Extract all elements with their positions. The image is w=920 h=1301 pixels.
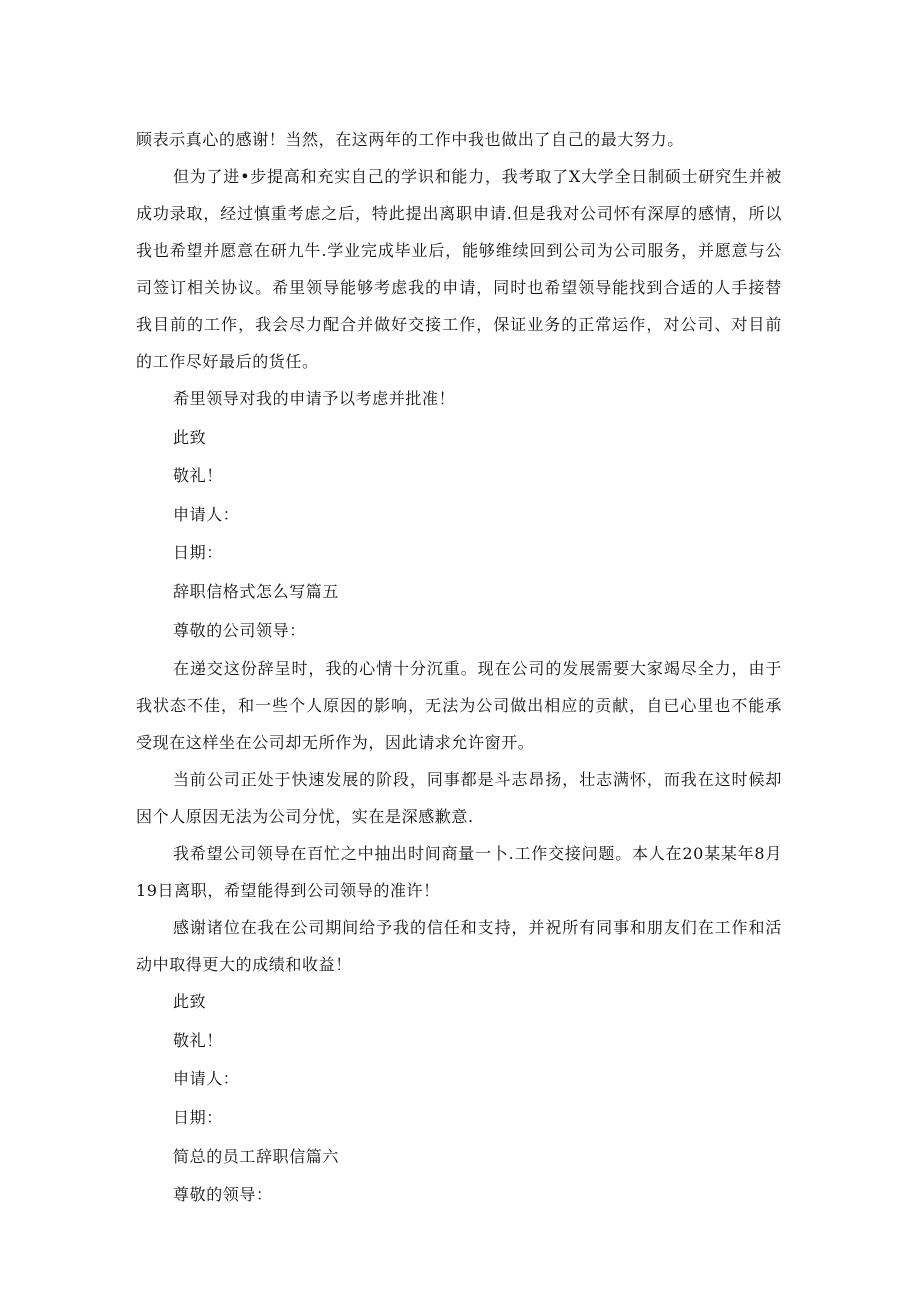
paragraph-continuation: 顾表示真心的感谢！当然，在这两年的工作中我也做出了自己的最大努力。 bbox=[136, 130, 684, 149]
document-body bbox=[136, 121, 782, 1215]
paragraph-further-study: 但为了进•步提高和充实自己的学识和能力，我考取了X大学全日制硕士研究生并被成功录取，经过慎重考虑之后，特此提出离职申请.但是我对公司怀有深厚的感情，所以我也希望并愿意在研九牛.学业完成毕业后，能够维续回到公司为公司服务，并愿意与公司签订相关协议。希里领导能够考虑我的申请，同时也希望领导能找到合适的人手接替我目前的工作，我会尽力配合并做好交接工作，保证业务的正常运作，对公司、对目前的工作尽好最后的货任。 bbox=[136, 167, 782, 371]
paragraph-request-approval: 希里领导对我的申请予以考虑并批准！ bbox=[173, 389, 456, 408]
date-label: 日期： bbox=[173, 1107, 223, 1127]
applicant-label: 申请人： bbox=[173, 1069, 240, 1089]
applicant-label: 申请人： bbox=[173, 504, 240, 524]
salutation: 尊敬的领导： bbox=[173, 1185, 273, 1205]
paragraph-handover-date: 我希望公司领导在百忙之中抽出时间商量一卜.工作交接问题。本人在20某某年8月19日离职，希望能得到公司领导的准许！ bbox=[136, 844, 782, 901]
paragraph-apology: 当前公司正处于快速发展的阶段，同事都是斗志昂扬，壮志满怀，而我在这时候却因个人原因无法为公司分忧，实在是深感歉意. bbox=[136, 770, 782, 827]
salutation: 尊敬的公司领导： bbox=[173, 620, 306, 640]
closing-jingli: 敬礼！ bbox=[173, 1030, 223, 1050]
closing-cizhi: 此致 bbox=[173, 427, 207, 447]
closing-jingli: 敬礼！ bbox=[173, 466, 223, 486]
closing-cizhi: 此致 bbox=[173, 992, 207, 1012]
paragraph-resignation-reason: 在递交这份辞呈时，我的心情十分沉重。现在公司的发展需要大家竭尽全力，由于我状态不佳，和一些个人原因的影响，无法为公司做出相应的贡献，自已心里也不能承受现在这样坐在公司却无所作为，因此请求允许窗开。 bbox=[136, 659, 782, 753]
date-label: 日期： bbox=[173, 543, 223, 563]
section-heading-five: 辞职信格式怎么写篇五 bbox=[173, 581, 340, 601]
section-heading-six: 简总的员工辞职信篇六 bbox=[173, 1146, 340, 1166]
paragraph-thanks: 感谢诸位在我在公司期间给予我的信任和支持，并祝所有同事和朋友们在工作和活动中取得更大的成绩和收益！ bbox=[136, 918, 782, 975]
